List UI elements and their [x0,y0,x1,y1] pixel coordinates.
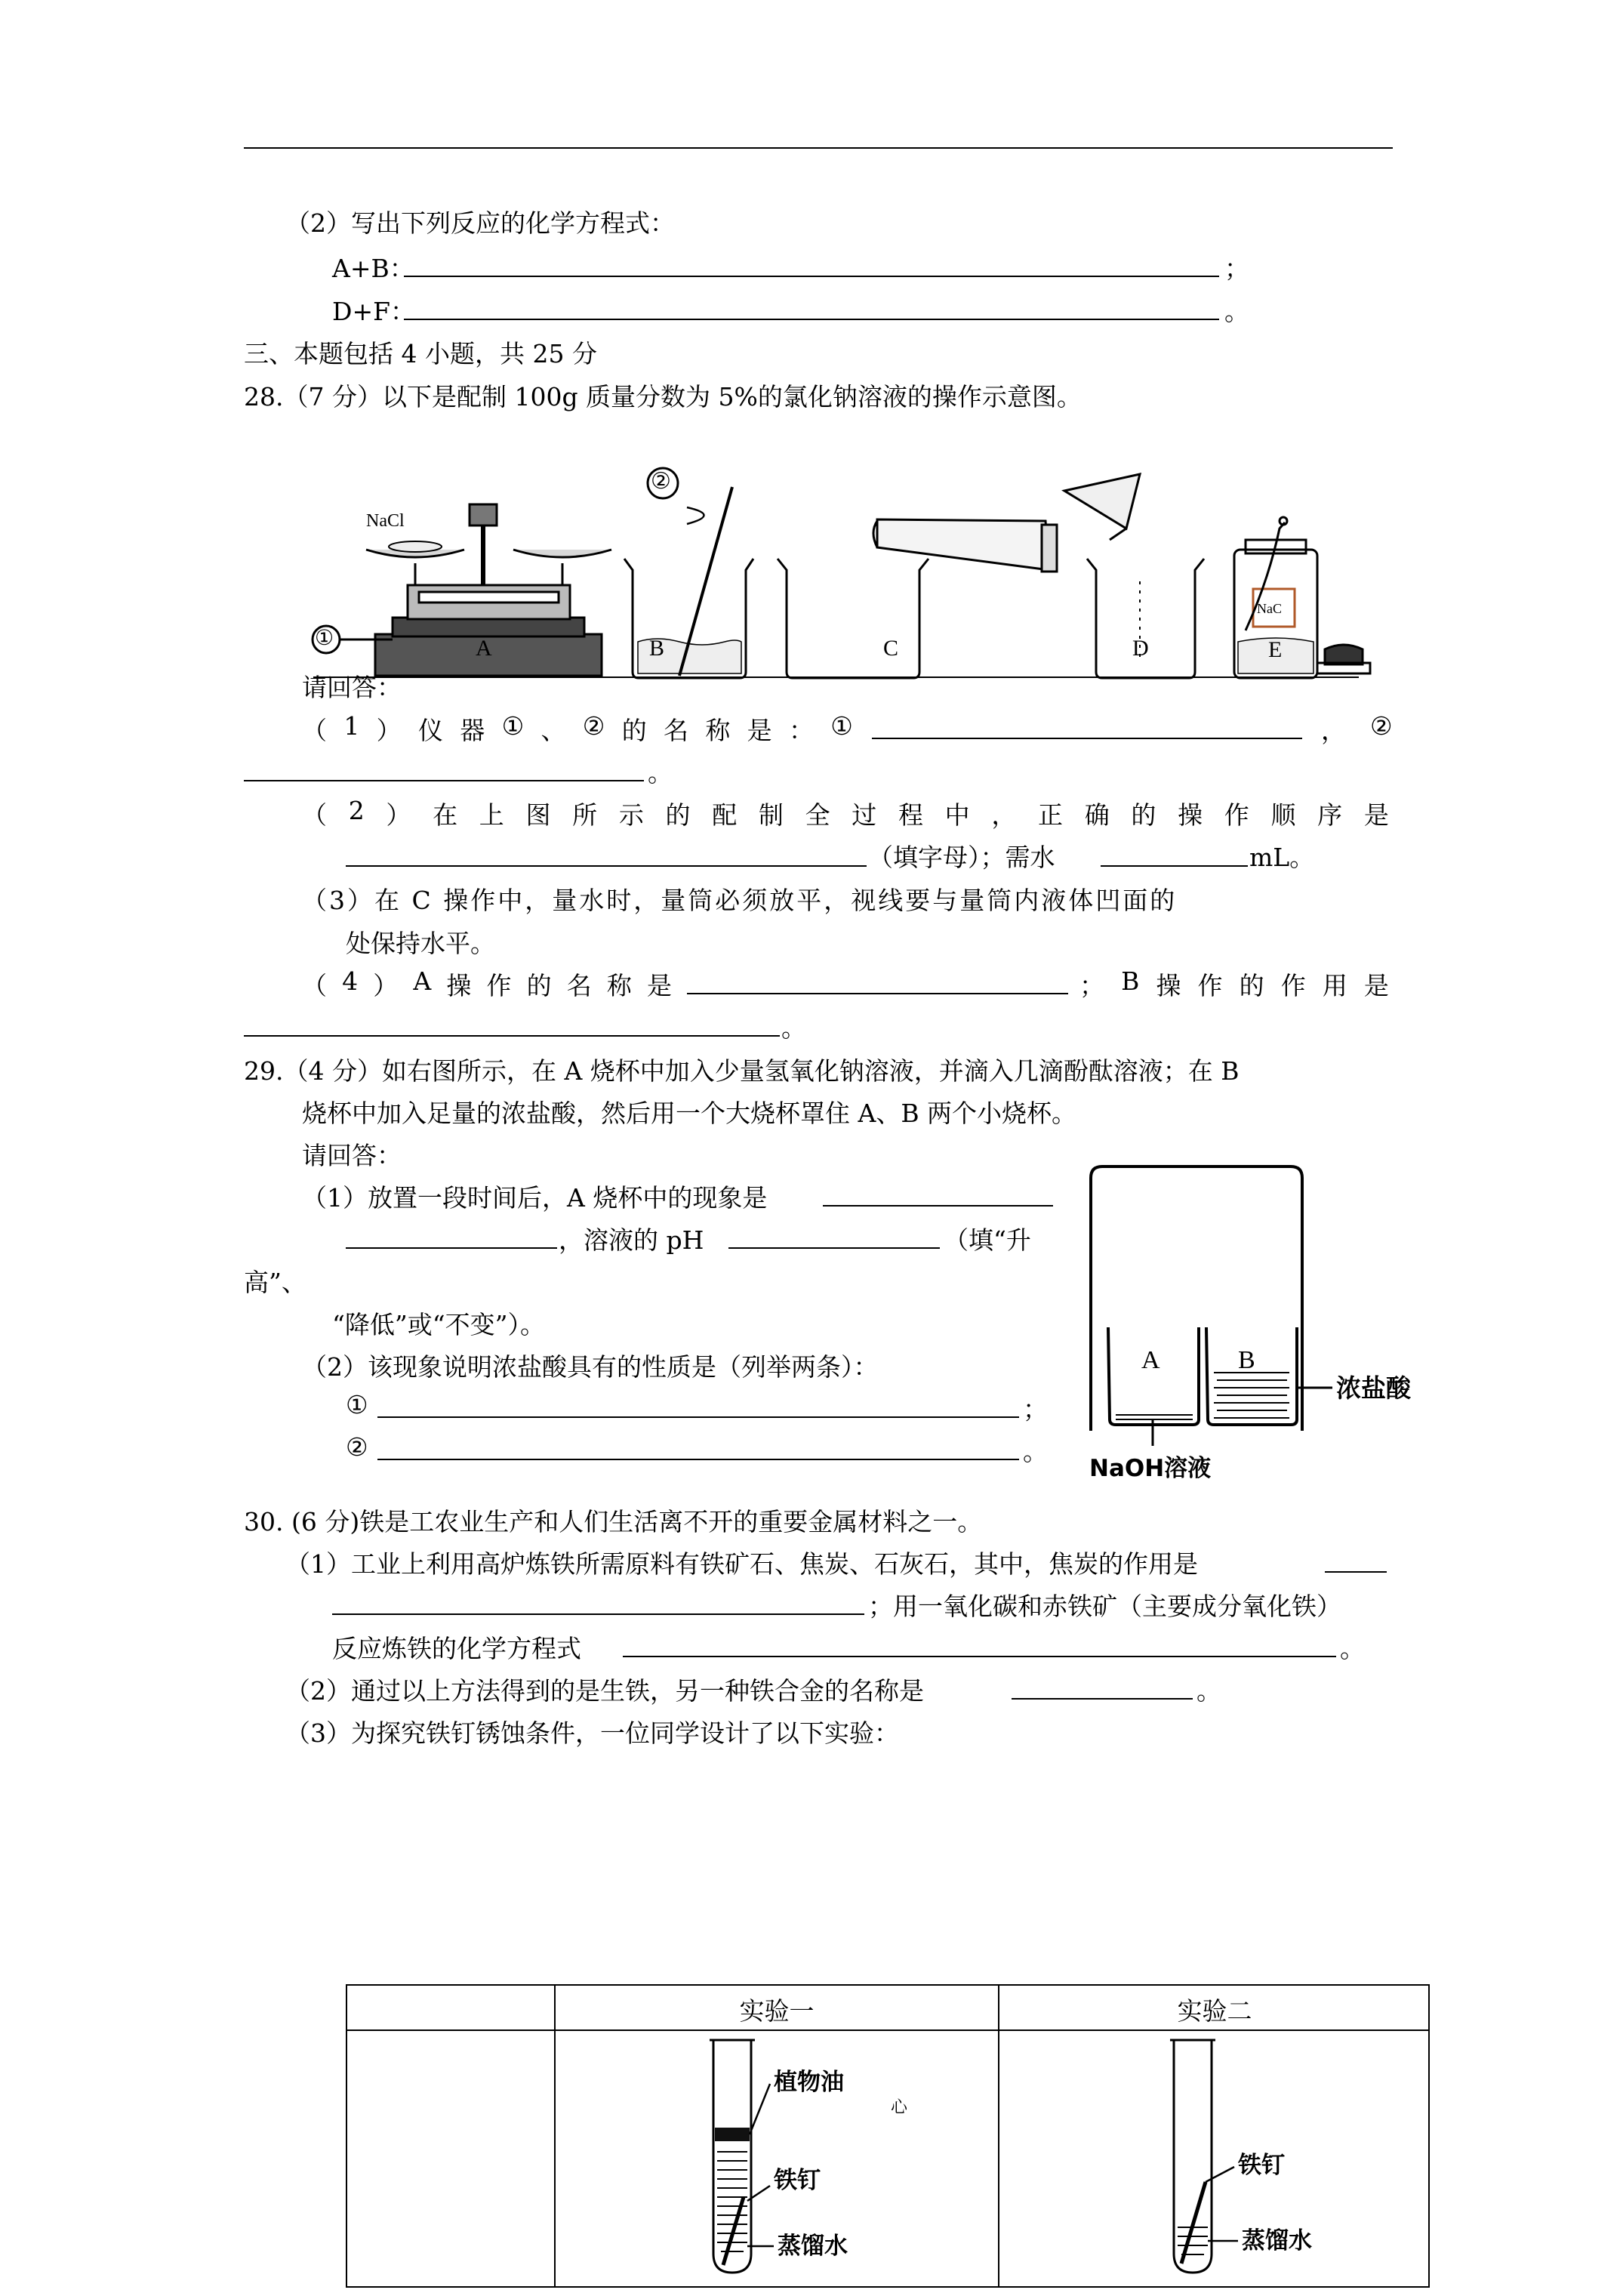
q29-c1-end: ； [1023,1395,1048,1424]
oil-label: 植物油 [774,2069,844,2096]
q30-p2: （2）通过以上方法得到的是生铁，另一种铁合金的名称是 [285,1676,924,1706]
q27-df-end: 。 [1224,297,1249,326]
q28-p1-text: （ 1 ） 仪 器 ① 、 ② 的 名 称 是 ： ① [302,711,853,745]
q29-p1d: 高”、 [244,1268,306,1297]
section3-title: 三、本题包括 4 小题，共 25 分 [244,339,597,368]
test-tube-1 [710,2040,774,2273]
q28-p2-text: （ 2 ） 在 上 图 所 示 的 配 制 全 过 程 中 ， 正 确 的 操 作 顺 序 是 [302,796,1389,830]
q30-p2-end: 。 [1196,1676,1221,1706]
q29-stem1: 29.（4 分）如右图所示，在 A 烧杯中加入少量氢氧化钠溶液，并滴入几滴酚酞溶液；在 B [244,1056,1240,1086]
fig-label-c: C [883,636,899,661]
q27-df-label: D+F： [332,297,416,326]
q29-p2: （2）该现象说明浓盐酸具有的性质是（列举两条）： [302,1352,879,1382]
q29-c2: ② [346,1432,368,1462]
label-nacl: NaCl [366,511,405,531]
circle-1-text: ① [315,625,334,650]
q29-p1a: （1）放置一段时间后，A 烧杯中的现象是 [302,1183,768,1213]
q28-p4-end: 。 [781,1013,806,1043]
q27-ab-end: ； [1224,254,1249,283]
test-tube-2 [1170,2040,1238,2273]
fig-label-b: B [649,636,665,661]
fig-label-a: A [476,636,492,661]
q30-p1b: ；用一氧化碳和赤铁矿（主要成分氧化铁） [868,1592,1341,1621]
q28-p1-2: ② [1370,711,1393,741]
nail-label-2: 铁钉 [1238,2152,1285,2179]
q28-p2-fill: （填字母）；需水 [868,843,1055,872]
q29-c2-end: 。 [1023,1437,1048,1466]
q28-p1-sep: ， [1321,716,1346,745]
q28-p1-end: 。 [648,758,673,787]
fig-label-d: D [1132,636,1149,661]
q28-p4-mid: ； B 操 作 的 作 用 是 [1079,966,1389,1000]
q29-p1b: ，溶液的 pH [559,1225,704,1255]
q28-p2-unit: mL。 [1249,843,1315,872]
q29-stem2: 烧杯中加入足量的浓盐酸，然后用一个大烧杯罩住 A、B 两个小烧杯。 [302,1099,1077,1128]
water-label-2: 蒸馏水 [1242,2227,1312,2254]
q28-stem: 28.（7 分）以下是配制 100g 质量分数为 5%的氯化钠溶液的操作示意图。 [244,382,1082,411]
q27-ab-label: A+B： [332,254,414,283]
q29-c1: ① [346,1390,368,1419]
faint-mark: 心 [891,2098,908,2117]
q30-p1a: （1）工业上利用高炉炼铁所需原料有铁矿石、焦炭、石灰石，其中，焦炭的作用是 [285,1549,1198,1579]
water-label-1: 蒸馏水 [778,2233,848,2260]
q28-p3b: 处保持水平。 [346,929,495,958]
q30-p1c: 反应炼铁的化学方程式 [332,1634,581,1663]
q29-p1e: “降低”或“不变”）。 [332,1310,545,1339]
q30-stem: 30. (6 分)铁是工农业生产和人们生活离不开的重要金属材料之一。 [244,1507,983,1536]
jar-label: NaC [1257,601,1282,616]
hcl-label: 浓盐酸 [1336,1373,1411,1403]
table-header-exp2: 实验二 [1177,1996,1252,2026]
circle-2-text: ② [651,468,671,495]
beaker-a-label: A [1141,1346,1160,1374]
q28-p4-text: （ 4 ） A 操 作 的 名 称 是 [302,966,672,1000]
fig-label-e: E [1268,637,1283,662]
table-header-exp1: 实验一 [739,1996,815,2026]
q29-answer: 请回答： [302,1141,402,1170]
q27-part2: （2）写出下列反应的化学方程式： [285,208,675,238]
naoh-label: NaOH溶液 [1089,1455,1212,1482]
q29-p1c: （填“升 [944,1225,1031,1255]
q30-p3: （3）为探究铁钉锈蚀条件，一位同学设计了以下实验： [285,1718,899,1748]
nail-label-1: 铁钉 [774,2167,821,2194]
q30-p1c-end: 。 [1340,1634,1365,1663]
q28-p3: （3）在 C 操作中，量水时，量筒必须放平，视线要与量筒内液体凹面的 [302,886,1178,915]
q28-answer: 请回答： [302,673,402,702]
beaker-b-label: B [1238,1346,1255,1374]
